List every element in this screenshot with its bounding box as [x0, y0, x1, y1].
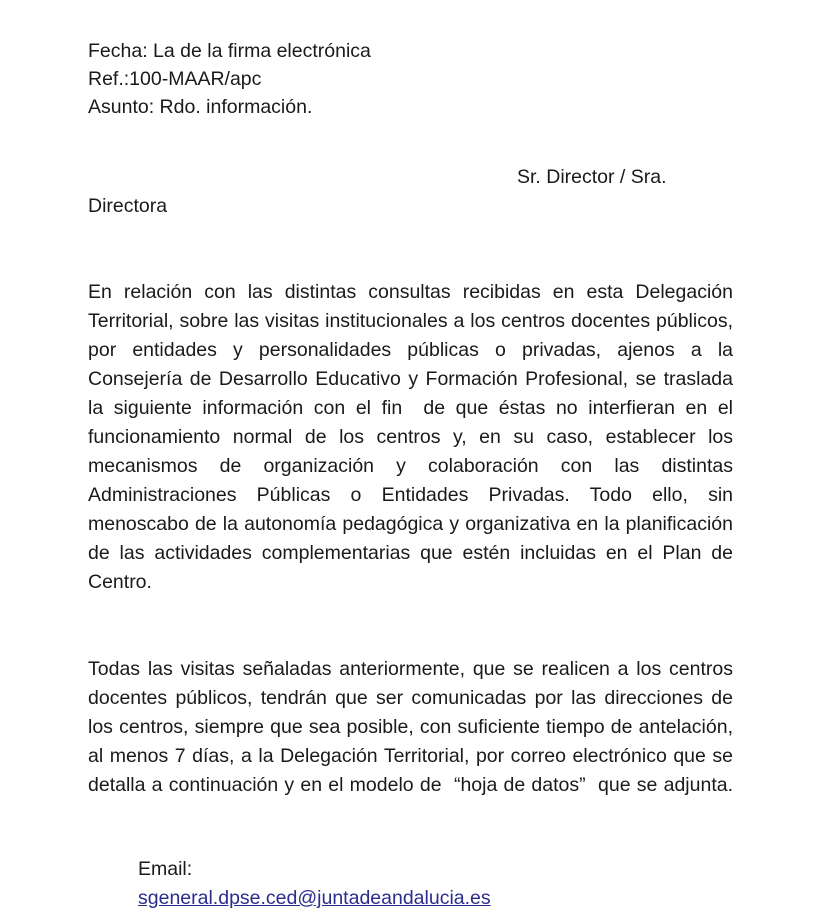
contact-block — [88, 855, 733, 913]
body-paragraph-2: Todas las visitas señaladas anteriormente, que se realicen a los centros docentes públicos, tendrán que ser comunicadas por las direcciones de los centros, siempre que sea posible, con suficiente tiempo de antelación, al menos 7 días, a la Delegación Territorial, por correo electrónico que se detalla a continuación y en el modelo de “hoja de datos” que se adjunta. — [88, 658, 739, 796]
addressee-block — [88, 163, 733, 221]
header-line-ref: Ref.:100-MAAR/apc — [88, 68, 262, 90]
addressee-line-directora: Directora — [88, 195, 168, 217]
body-paragraph-1: En relación con las distintas consultas recibidas en esta Delegación Territorial, sobre las visitas institucionales a los centros docentes públicos, por entidades y personalidades públicas o privadas, ajenos a la Consejería de Desarrollo Educativo y Formación Profesional, se traslada la siguiente información con el fin de que éstas no interfieran en el funcionamiento normal de los centros y, en su caso, establecer los mecanismos de organización y colaboración con las distintas Administraciones Públicas o Entidades Privadas. Todo ello, sin menoscabo de la autonomía pedagógica y organizativa en la planificación de las actividades complementarias que estén incluidas en el Plan de Centro. — [88, 281, 739, 593]
email-link[interactable]: sgeneral.dpse.ced@juntadeandalucia.es — [138, 887, 491, 909]
header-line-fecha: Fecha: La de la firma electrónica — [88, 40, 371, 62]
addressee-line-title: Sr. Director / Sra. — [517, 166, 667, 188]
document-text-column — [88, 0, 739, 913]
email-label: Email: — [138, 858, 193, 880]
letter-header-block — [88, 0, 733, 121]
header-line-asunto: Asunto: Rdo. información. — [88, 96, 313, 118]
